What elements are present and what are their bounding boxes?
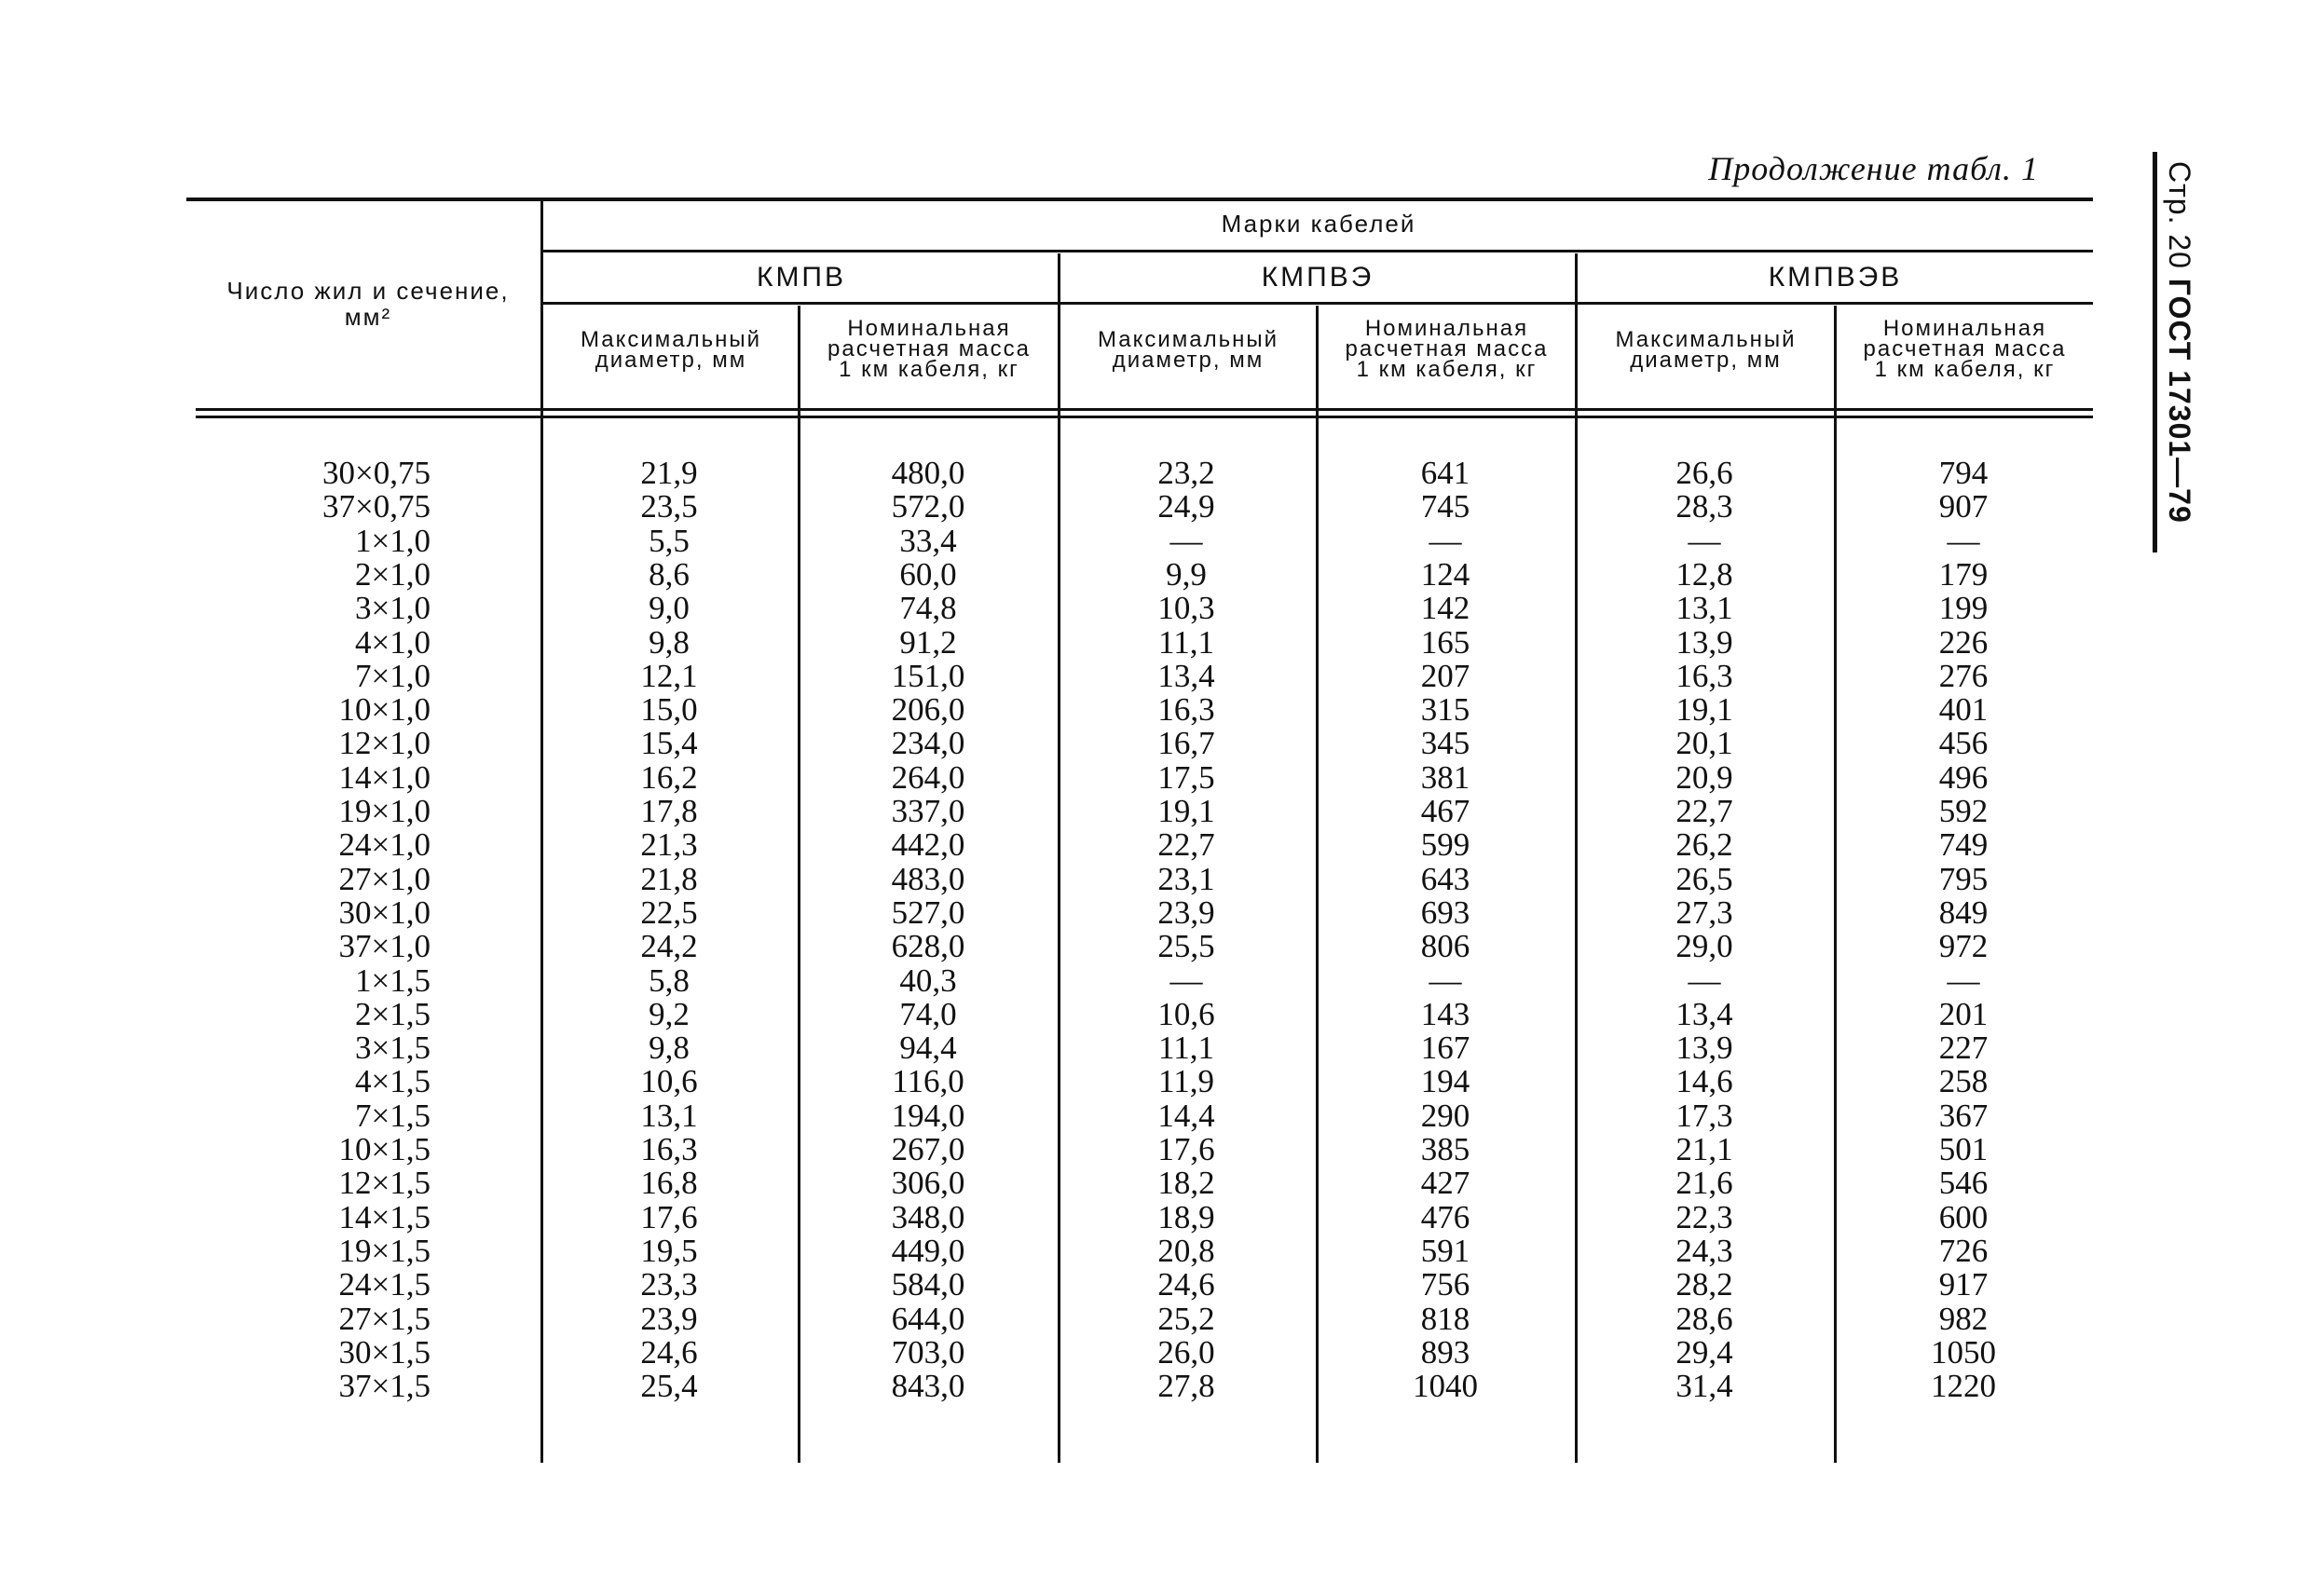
table-row [186, 860, 2093, 897]
side-rule [2153, 152, 2157, 552]
kmpvev-diameter-cell: 31,4 [1675, 1368, 1733, 1405]
kmpv-diameter-cell: 17,8 [640, 793, 698, 829]
kmpvev-diameter-cell: 12,8 [1675, 555, 1733, 593]
kmpvev-diameter-cell: 20,1 [1675, 725, 1733, 762]
table-row [186, 592, 2093, 625]
kmpvev-mass-cell: 1050 [1931, 1333, 1996, 1371]
kmpvev-mass-cell: 456 [1938, 725, 1989, 762]
kmpv-diameter-cell: 25,4 [640, 1368, 698, 1405]
kmpv-mass-cell: 584,0 [891, 1266, 965, 1303]
kmpve-diameter-cell: 18,2 [1157, 1165, 1215, 1202]
section-cell: 10×1,5 [338, 1131, 431, 1167]
kmpv-diameter-cell: 15,4 [640, 725, 698, 762]
kmpve-mass-cell: 693 [1420, 893, 1470, 931]
kmpve-diameter-cell: 11,1 [1158, 623, 1214, 661]
document-code: ГОСТ 17301—79 [2163, 278, 2196, 524]
section-cell: 19×1,0 [338, 793, 431, 829]
kmpvev-mass-cell: 907 [1938, 488, 1989, 525]
kmpvev-diameter-cell: 24,3 [1675, 1232, 1733, 1269]
kmpv-mass-cell: 572,0 [891, 488, 965, 525]
brand-header-rule [542, 302, 2093, 305]
kmpvev-mass-cell: 546 [1938, 1165, 1989, 1202]
kmpve-mass-cell: 290 [1420, 1097, 1470, 1134]
table-row [186, 1065, 2093, 1098]
table-row [186, 1333, 2093, 1371]
kmpve-mass-cell: 165 [1420, 623, 1470, 661]
header-bottom-rule-1 [196, 408, 2093, 411]
kmpve-mass-cell: 427 [1420, 1165, 1470, 1202]
group-header: Марки кабелей [1221, 210, 1416, 238]
kmpve-diameter-cell: 11,9 [1158, 1063, 1214, 1100]
kmpv-diameter-cell: 21,9 [640, 455, 698, 491]
kmpv-diameter-cell: 21,8 [640, 860, 698, 897]
kmpv-diameter-cell: 5,5 [649, 522, 690, 559]
kmpv-mass-cell: 74,0 [899, 995, 957, 1032]
table-row [186, 1099, 2093, 1133]
kmpve-diameter-cell: 23,2 [1157, 455, 1215, 491]
table-caption: Продолжение табл. 1 [1708, 150, 2039, 187]
kmpvev-mass-cell: 794 [1938, 455, 1989, 491]
kmpv-diameter-cell: 10,6 [640, 1063, 698, 1100]
kmpvev-mass-cell: 795 [1938, 860, 1989, 897]
table-row [186, 555, 2093, 593]
table-row [186, 727, 2093, 760]
section-cell: 7×1,5 [355, 1097, 431, 1134]
kmpve-mass-cell: 1040 [1413, 1368, 1478, 1405]
section-cell: 27×1,5 [338, 1300, 431, 1337]
kmpvev-diameter-cell: 13,4 [1675, 995, 1733, 1032]
kmpvev-mass-cell: 258 [1938, 1063, 1989, 1100]
section-cell: 30×1,0 [338, 893, 431, 931]
kmpve-diameter-cell: 13,4 [1157, 657, 1215, 694]
kmpv-mass-cell: 194,0 [891, 1097, 965, 1134]
kmpve-diameter-cell: 18,9 [1157, 1198, 1215, 1235]
kmpve-mass-cell: 143 [1420, 995, 1470, 1032]
section-cell: 1×1,0 [355, 522, 431, 559]
kmpvev-mass-cell: 917 [1938, 1266, 1989, 1303]
kmpvev-mass-cell: 227 [1938, 1030, 1989, 1067]
kmpv-mass-cell: 843,0 [891, 1368, 965, 1405]
table-row [186, 828, 2093, 862]
kmpve-mass-cell: 599 [1420, 826, 1470, 864]
kmpvev-mass-cell: 401 [1938, 691, 1989, 729]
kmpve-diameter-cell: 9,9 [1166, 555, 1207, 593]
table-row [186, 1370, 2093, 1403]
kmpvev-diameter-cell: 13,9 [1675, 623, 1733, 661]
kmpv-diameter-cell: 5,8 [649, 962, 690, 999]
kmpve-mass-cell: 806 [1420, 928, 1470, 965]
kmpve-mass-cell: 643 [1420, 860, 1470, 897]
section-cell: 37×0,75 [322, 488, 431, 525]
kmpv-diameter-cell: 16,2 [640, 758, 698, 796]
kmpve-diameter-cell: 17,5 [1157, 758, 1215, 796]
kmpve-diameter-cell: 16,3 [1157, 691, 1215, 729]
kmpve-mass-cell: 345 [1420, 725, 1470, 762]
kmpvev-diameter-cell: 21,6 [1675, 1165, 1733, 1202]
kmpvev-mass-cell: 199 [1938, 590, 1989, 627]
section-cell: 14×1,0 [338, 758, 431, 796]
kmpvev-mass-cell: 367 [1938, 1097, 1989, 1134]
section-cell: 24×1,5 [338, 1266, 431, 1303]
kmpvev-diameter-cell: 22,3 [1675, 1198, 1733, 1235]
table-row [186, 995, 2093, 1032]
kmpv-mass-cell: 267,0 [891, 1131, 965, 1167]
table-row [186, 623, 2093, 661]
kmpv-diameter-cell: 15,0 [640, 691, 698, 729]
kmpve-diameter-cell: — [1169, 962, 1203, 999]
kmpv-diameter-cell: 13,1 [640, 1097, 698, 1134]
kmpve-diameter-cell: 22,7 [1157, 826, 1215, 864]
kmpv-diameter-cell: 8,6 [649, 555, 690, 593]
kmpve-mass-cell: 315 [1420, 691, 1470, 729]
kmpv-mass-cell: 264,0 [891, 758, 965, 796]
section-cell: 37×1,0 [338, 928, 431, 965]
kmpv-mass-cell: 644,0 [891, 1300, 965, 1337]
table-row [186, 930, 2093, 963]
kmpv-mass-cell: 91,2 [899, 623, 957, 661]
table-row [186, 490, 2093, 524]
kmpve-mass-cell: 818 [1420, 1300, 1470, 1337]
kmpvev-diameter-cell: 14,6 [1675, 1063, 1733, 1100]
kmpvev-diameter-cell: 28,6 [1675, 1300, 1733, 1337]
kmpve-mass-cell: 467 [1420, 793, 1470, 829]
kmpve-mass-cell: 385 [1420, 1131, 1470, 1167]
brand-kmpvev: КМПВЭВ [1768, 262, 1903, 293]
table-row [186, 1198, 2093, 1235]
kmpve-mass-cell: 124 [1420, 555, 1470, 593]
kmpve-diameter-cell: 20,8 [1157, 1232, 1215, 1269]
kmpve-diameter-cell: 14,4 [1157, 1097, 1215, 1134]
section-cell: 30×0,75 [322, 455, 431, 491]
kmpve-mass-cell: 207 [1420, 657, 1470, 694]
kmpvev-mass-cell: — [1947, 962, 1980, 999]
kmpvev-diameter-header: Максимальный диаметр, мм [1615, 327, 1797, 373]
kmpve-mass-cell: 381 [1420, 758, 1470, 796]
brand-kmpv: КМПВ [756, 262, 847, 293]
kmpvev-diameter-cell: 22,7 [1675, 793, 1733, 829]
kmpvev-diameter-cell: 21,1 [1675, 1131, 1733, 1167]
kmpv-diameter-cell: 16,3 [640, 1131, 698, 1167]
kmpve-mass-cell: — [1429, 522, 1462, 559]
kmpve-diameter-cell: 25,2 [1157, 1300, 1215, 1337]
kmpvev-diameter-cell: 26,5 [1675, 860, 1733, 897]
kmpv-mass-header: Номинальная расчетная масса 1 км кабеля, кг [827, 316, 1031, 382]
kmpve-mass-cell: 142 [1420, 590, 1470, 627]
kmpvev-mass-cell: 226 [1938, 623, 1989, 661]
kmpve-mass-cell: 641 [1420, 455, 1470, 491]
kmpvev-diameter-cell: 17,3 [1675, 1097, 1733, 1134]
kmpve-mass-cell: 756 [1420, 1266, 1470, 1303]
kmpv-mass-cell: 40,3 [899, 962, 957, 999]
table-row [186, 758, 2093, 796]
kmpv-diameter-cell: 24,2 [640, 928, 698, 965]
section-cell: 7×1,0 [355, 657, 431, 694]
table-row [186, 457, 2093, 490]
kmpvev-mass-cell: 749 [1938, 826, 1989, 864]
kmpve-mass-cell: 893 [1420, 1333, 1470, 1371]
kmpvev-diameter-cell: 13,1 [1675, 590, 1733, 627]
kmpvev-mass-cell: 179 [1938, 555, 1989, 593]
kmpv-mass-cell: 449,0 [891, 1232, 965, 1269]
section-cell: 3×1,5 [355, 1030, 431, 1067]
section-cell: 27×1,0 [338, 860, 431, 897]
table-row [186, 522, 2093, 559]
kmpve-diameter-cell: 27,8 [1157, 1368, 1215, 1405]
kmpvev-mass-cell: 1220 [1931, 1368, 1996, 1405]
cable-table [186, 196, 2093, 1463]
kmpv-diameter-cell: 22,5 [640, 893, 698, 931]
kmpve-diameter-cell: 17,6 [1157, 1131, 1215, 1167]
kmpve-mass-cell: — [1429, 962, 1462, 999]
kmpvev-diameter-cell: 26,2 [1675, 826, 1733, 864]
kmpvev-diameter-cell: 28,2 [1675, 1266, 1733, 1303]
kmpve-diameter-header: Максимальный диаметр, мм [1097, 327, 1279, 373]
table-row [186, 693, 2093, 727]
kmpv-mass-cell: 483,0 [891, 860, 965, 897]
kmpvev-mass-cell: 201 [1938, 995, 1989, 1032]
kmpv-diameter-cell: 9,2 [649, 995, 690, 1032]
section-cell: 19×1,5 [338, 1232, 431, 1269]
side-text [2162, 161, 2196, 524]
kmpv-mass-cell: 60,0 [899, 555, 957, 593]
kmpvev-diameter-cell: 28,3 [1675, 488, 1733, 525]
kmpv-mass-cell: 33,4 [899, 522, 957, 559]
kmpve-diameter-cell: 10,6 [1157, 995, 1215, 1032]
kmpv-mass-cell: 703,0 [891, 1333, 965, 1371]
kmpvev-mass-header: Номинальная расчетная масса 1 км кабеля, кг [1863, 316, 2067, 382]
section-cell: 12×1,5 [338, 1165, 431, 1202]
kmpv-diameter-cell: 9,8 [649, 623, 690, 661]
kmpv-mass-cell: 527,0 [891, 893, 965, 931]
kmpv-diameter-cell: 23,9 [640, 1300, 698, 1337]
kmpv-mass-cell: 94,4 [899, 1030, 957, 1067]
kmpvev-mass-cell: 600 [1938, 1198, 1989, 1235]
table-row [186, 1031, 2093, 1065]
kmpve-diameter-cell: 25,5 [1157, 928, 1215, 965]
kmpve-diameter-cell: 19,1 [1157, 793, 1215, 829]
kmpv-diameter-cell: 23,5 [640, 488, 698, 525]
section-cell: 12×1,0 [338, 725, 431, 762]
section-cell: 14×1,5 [338, 1198, 431, 1235]
kmpvev-mass-cell: 982 [1938, 1300, 1989, 1337]
kmpve-diameter-cell: — [1169, 522, 1203, 559]
kmpv-mass-cell: 442,0 [891, 826, 965, 864]
kmpve-diameter-cell: 24,9 [1157, 488, 1215, 525]
kmpvev-diameter-cell: 26,6 [1675, 455, 1733, 491]
kmpve-diameter-cell: 10,3 [1157, 590, 1215, 627]
kmpve-mass-cell: 591 [1420, 1232, 1470, 1269]
kmpv-mass-cell: 74,8 [899, 590, 957, 627]
table-row [186, 1232, 2093, 1269]
kmpv-mass-cell: 348,0 [891, 1198, 965, 1235]
table-row [186, 795, 2093, 828]
kmpvev-diameter-cell: 13,9 [1675, 1030, 1733, 1067]
section-header: Число жил и сечение, мм² [226, 277, 510, 331]
kmpvev-diameter-cell: — [1688, 962, 1721, 999]
section-cell: 4×1,5 [355, 1063, 431, 1100]
kmpvev-diameter-cell: 20,9 [1675, 758, 1733, 796]
header-bottom-rule-2 [196, 416, 2093, 418]
kmpvev-mass-cell: 972 [1938, 928, 1989, 965]
kmpvev-diameter-cell: 29,0 [1675, 928, 1733, 965]
table-row [186, 657, 2093, 694]
section-cell: 1×1,5 [355, 962, 431, 999]
kmpv-mass-cell: 206,0 [891, 691, 965, 729]
kmpve-diameter-cell: 26,0 [1157, 1333, 1215, 1371]
group-header-rule [542, 250, 2093, 252]
kmpve-diameter-cell: 11,1 [1158, 1030, 1214, 1067]
section-cell: 3×1,0 [355, 590, 431, 627]
kmpvev-mass-cell: 592 [1938, 793, 1989, 829]
table-row [186, 1300, 2093, 1337]
section-cell: 30×1,5 [338, 1333, 431, 1371]
kmpvev-mass-cell: 276 [1938, 657, 1989, 694]
section-cell: 24×1,0 [338, 826, 431, 864]
kmpve-mass-cell: 745 [1420, 488, 1470, 525]
kmpve-diameter-cell: 16,7 [1157, 725, 1215, 762]
table-row [186, 1166, 2093, 1200]
kmpv-mass-cell: 337,0 [891, 793, 965, 829]
kmpve-diameter-cell: 23,9 [1157, 893, 1215, 931]
kmpv-diameter-cell: 24,6 [640, 1333, 698, 1371]
section-cell: 10×1,0 [338, 691, 431, 729]
table-row [186, 1133, 2093, 1166]
kmpvev-diameter-cell: 29,4 [1675, 1333, 1733, 1371]
kmpvev-mass-cell: 726 [1938, 1232, 1989, 1269]
table-top-rule [186, 198, 2093, 201]
brand-kmpve: КМПВЭ [1261, 262, 1374, 293]
kmpvev-mass-cell: 496 [1938, 758, 1989, 796]
kmpv-diameter-cell: 12,1 [640, 657, 698, 694]
kmpvev-mass-cell: 501 [1938, 1131, 1989, 1167]
kmpv-diameter-cell: 23,3 [640, 1266, 698, 1303]
kmpv-mass-cell: 234,0 [891, 725, 965, 762]
kmpvev-mass-cell: — [1947, 522, 1980, 559]
kmpve-mass-cell: 476 [1420, 1198, 1470, 1235]
table-row [186, 1268, 2093, 1302]
kmpve-diameter-cell: 23,1 [1157, 860, 1215, 897]
section-cell: 2×1,5 [355, 995, 431, 1032]
kmpve-mass-cell: 167 [1420, 1030, 1470, 1067]
kmpv-diameter-cell: 16,8 [640, 1165, 698, 1202]
table-row [186, 893, 2093, 931]
kmpv-diameter-cell: 19,5 [640, 1232, 698, 1269]
kmpv-diameter-cell: 21,3 [640, 826, 698, 864]
kmpv-mass-cell: 480,0 [891, 455, 965, 491]
kmpvev-mass-cell: 849 [1938, 893, 1989, 931]
kmpv-diameter-cell: 17,6 [640, 1198, 698, 1235]
section-cell: 37×1,5 [338, 1368, 431, 1405]
table-row [186, 964, 2093, 998]
kmpv-mass-cell: 116,0 [892, 1063, 964, 1100]
kmpv-diameter-cell: 9,8 [649, 1030, 690, 1067]
section-cell: 2×1,0 [355, 555, 431, 593]
kmpvev-diameter-cell: 27,3 [1675, 893, 1733, 931]
kmpvev-diameter-cell: 16,3 [1675, 657, 1733, 694]
kmpv-mass-cell: 306,0 [891, 1165, 965, 1202]
kmpv-diameter-header: Максимальный диаметр, мм [580, 327, 762, 373]
page-number: Стр. 20 [2163, 161, 2196, 269]
kmpvev-diameter-cell: 19,1 [1675, 691, 1733, 729]
page-side-label [2151, 152, 2196, 552]
kmpvev-diameter-cell: — [1688, 522, 1721, 559]
kmpv-mass-cell: 151,0 [891, 657, 965, 694]
kmpv-mass-cell: 628,0 [891, 928, 965, 965]
section-cell: 4×1,0 [355, 623, 431, 661]
kmpve-mass-header: Номинальная расчетная масса 1 км кабеля, кг [1345, 316, 1549, 382]
kmpve-mass-cell: 194 [1420, 1063, 1470, 1100]
kmpv-diameter-cell: 9,0 [649, 590, 690, 627]
kmpve-diameter-cell: 24,6 [1157, 1266, 1215, 1303]
